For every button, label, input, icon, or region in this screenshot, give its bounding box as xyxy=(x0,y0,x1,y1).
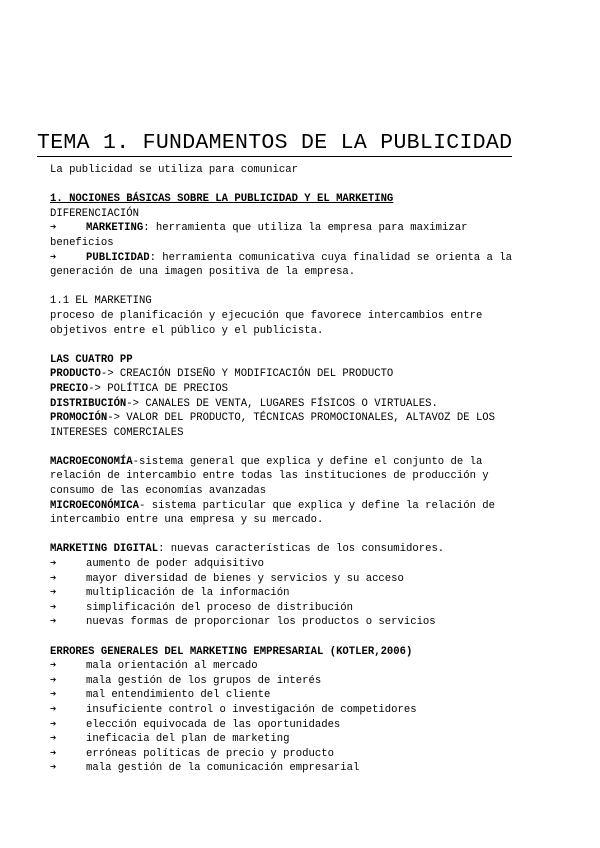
micro-term: MICROECONÓMICA xyxy=(50,499,140,512)
arrow-right-icon: ➔ xyxy=(50,558,57,571)
macro-def-cont-1: relación de intercambio entre todas las instituciones de producción y xyxy=(50,470,489,483)
list-item-text: mala gestión de los grupos de interés xyxy=(86,674,322,687)
marketing-digital-heading xyxy=(50,542,550,557)
marketing-process-line-1: proceso de planificación y ejecución que favorece intercambios entre xyxy=(50,309,483,322)
list-item xyxy=(50,747,550,762)
list-item-text: mala orientación al mercado xyxy=(86,660,258,673)
producto-term: PRODUCTO xyxy=(50,368,101,381)
list-item-text: elección equivocada de las oportunidades xyxy=(86,718,341,731)
pp-promocion xyxy=(50,411,550,426)
precio-term: PRECIO xyxy=(50,382,89,395)
arrow-right-icon: ➔ xyxy=(50,601,57,614)
errores-heading: ERRORES GENERALES DEL MARKETING EMPRESARIAL (KOTLER,2006) xyxy=(50,645,413,658)
list-item xyxy=(50,732,550,747)
marketing-digital-def: : nuevas características de los consumidores. xyxy=(158,543,445,556)
macro-term: MACROECONOMÍA xyxy=(50,455,133,468)
list-item xyxy=(50,674,550,689)
list-item xyxy=(50,688,550,703)
arrow-right-icon: ➔ xyxy=(50,718,57,731)
distribucion-term: DISTRIBUCIÓN xyxy=(50,397,127,410)
publicidad-def-cont: generación de una imagen positiva de la empresa. xyxy=(50,266,356,279)
list-item-text: aumento de poder adquisitivo xyxy=(86,558,265,571)
list-item-text: ineficacia del plan de marketing xyxy=(86,733,290,746)
arrow-right-icon: ➔ xyxy=(50,762,57,775)
arrow-right-icon: ➔ xyxy=(50,674,57,687)
section-1-heading: 1. NOCIONES BÁSICAS SOBRE LA PUBLICIDAD Y EL MARKETING xyxy=(50,193,394,206)
arrow-right-icon: ➔ xyxy=(50,222,57,235)
macro-def: -sistema general que explica y define el conjunto de la xyxy=(132,455,483,468)
promocion-term: PROMOCIÓN xyxy=(50,412,108,425)
macroeconomia-definition xyxy=(50,455,550,470)
arrow-right-icon: ➔ xyxy=(50,251,57,264)
list-item-text: mala gestión de la comunicación empresarial xyxy=(86,762,360,775)
microeconomica-definition xyxy=(50,499,550,514)
marketing-term: MARKETING xyxy=(86,222,144,235)
marketing-digital-term: MARKETING DIGITAL xyxy=(50,543,159,556)
arrow-right-icon: ➔ xyxy=(50,703,57,716)
list-item-text: simplificación del proceso de distribución xyxy=(86,601,354,614)
list-item-text: mal entendimiento del cliente xyxy=(86,689,271,702)
arrow-right-icon: ➔ xyxy=(50,733,57,746)
arrow-right-icon: ➔ xyxy=(50,689,57,702)
precio-def: -> POLÍTICA DE PRECIOS xyxy=(88,382,229,395)
arrow-right-icon: ➔ xyxy=(50,587,57,600)
macro-def-cont-2: consumo de las economías avanzadas xyxy=(50,485,267,498)
list-item xyxy=(50,703,550,718)
pp-distribucion xyxy=(50,397,550,412)
marketing-definition xyxy=(50,221,550,236)
list-item xyxy=(50,601,550,616)
arrow-right-icon: ➔ xyxy=(50,747,57,760)
list-item-text: insuficiente control o investigación de competidores xyxy=(86,703,417,716)
section-1-1-heading: 1.1 EL MARKETING xyxy=(50,295,152,308)
list-item xyxy=(50,586,550,601)
promocion-def: -> VALOR DEL PRODUCTO, TÉCNICAS PROMOCIONALES, ALTAVOZ DE LOS xyxy=(107,412,496,425)
list-item-text: nuevas formas de proporcionar los productos o servicios xyxy=(86,616,436,629)
publicidad-def: : herramienta comunicativa cuya finalidad se orienta a la xyxy=(149,251,512,264)
micro-def-cont: intercambio entre una empresa y su mercado. xyxy=(50,514,324,527)
list-item xyxy=(50,659,550,674)
list-item xyxy=(50,761,550,776)
list-item xyxy=(50,615,550,630)
pp-promocion-cont: INTERESES COMERCIALES xyxy=(50,426,184,439)
marketing-def: : herramienta que utiliza la empresa para maximizar xyxy=(143,222,468,235)
micro-def: - sistema particular que explica y define la relación de xyxy=(139,499,496,512)
publicidad-term: PUBLICIDAD xyxy=(86,251,150,264)
page-title: TEMA 1. FUNDAMENTOS DE LA PUBLICIDAD xyxy=(37,131,513,155)
intro-text: La publicidad se utiliza para comunicar xyxy=(50,164,298,176)
pp-producto xyxy=(50,367,550,382)
list-item xyxy=(50,572,550,587)
producto-def: -> CREACIÓN DISEÑO Y MODIFICACIÓN DEL PRODUCTO xyxy=(100,368,394,381)
arrow-right-icon: ➔ xyxy=(50,616,57,629)
publicidad-definition xyxy=(50,251,550,266)
marketing-process-line-2: objetivos entre el público y el publicista. xyxy=(50,324,324,337)
marketing-def-cont: beneficios xyxy=(50,236,114,249)
list-item-text: erróneas políticas de precio y producto xyxy=(86,747,334,760)
list-item-text: multiplicación de la información xyxy=(86,587,290,600)
errores-list xyxy=(50,659,550,776)
arrow-right-icon: ➔ xyxy=(50,660,57,673)
list-item xyxy=(50,557,550,572)
distribucion-def: -> CANALES DE VENTA, LUGARES FÍSICOS O VIRTUALES. xyxy=(126,397,438,410)
cuatro-pp-heading: LAS CUATRO PP xyxy=(50,353,133,366)
arrow-right-icon: ➔ xyxy=(50,572,57,585)
marketing-digital-list xyxy=(50,557,550,630)
list-item xyxy=(50,718,550,733)
list-item-text: mayor diversidad de bienes y servicios y su acceso xyxy=(86,572,404,585)
pp-precio xyxy=(50,382,550,397)
diferenciacion-heading: DIFERENCIACIÓN xyxy=(50,207,140,220)
document-body xyxy=(50,163,550,776)
